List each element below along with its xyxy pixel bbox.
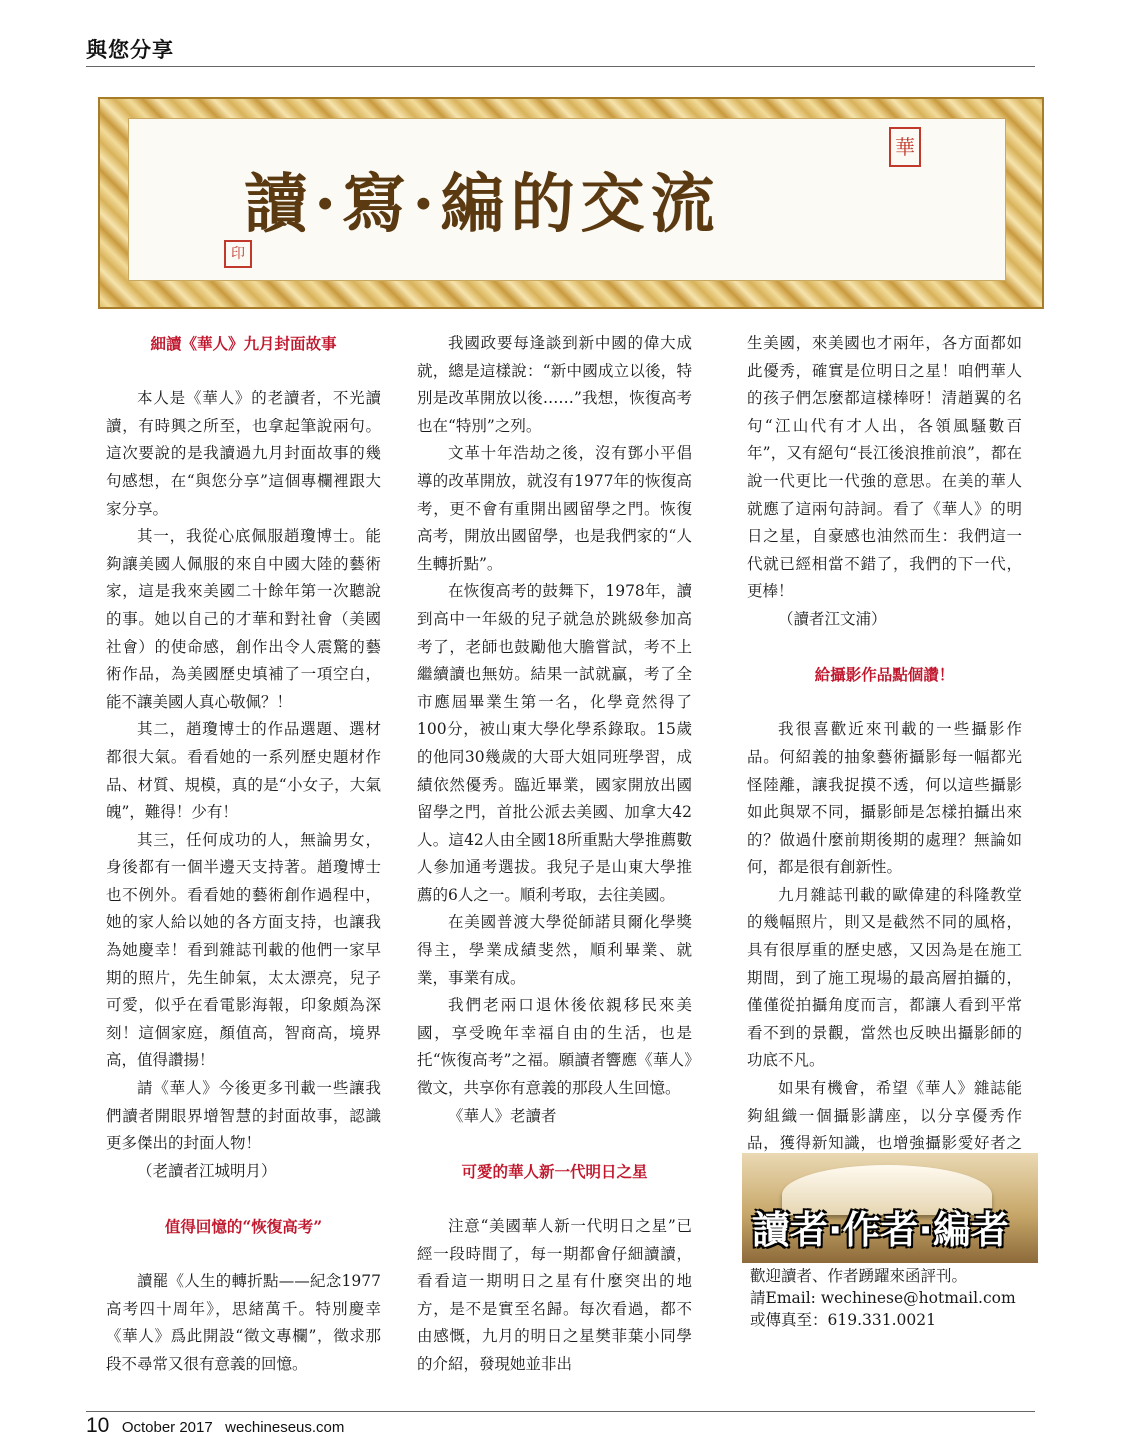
spacer bbox=[747, 634, 1022, 662]
ad-email-line: 請Email: wechinese@hotmail.com bbox=[750, 1289, 1016, 1307]
spacer bbox=[417, 1185, 692, 1213]
website-url: wechineseus.com bbox=[225, 1419, 345, 1436]
paragraph: 如果有機會，希望《華人》雜誌能夠組織一個攝影講座，以分享優秀作品，獲得新知識，也增強攝影愛好者之 bbox=[747, 1079, 1022, 1153]
paragraph: 注意“美國華人新一代明日之星”已經一段時間了，每一期都會仔細讀讀，看看這一期明日之星有什麼突出的地方，是不是實至名歸。每次看過，都不由感慨，九月的明日之星樊菲葉小同學的介紹，發現她並非出 bbox=[417, 1217, 692, 1373]
page-footer bbox=[86, 1414, 344, 1438]
ad-banner-image bbox=[742, 1153, 1038, 1263]
header-divider bbox=[86, 66, 1035, 67]
ad-line: 歡迎讀者、作者踴躍來函評刊。 bbox=[750, 1267, 968, 1285]
paragraph: 我們老兩口退休後依親移民來美國，享受晚年幸福自由的生活，也是托“恢復高考”之福。願讀者響應《華人》徵文，共享你有意義的那段人生回憶。 bbox=[417, 996, 692, 1098]
paragraph: 在美國普渡大學從師諾貝爾化學獎得主，學業成績斐然，順利畢業、就業，事業有成。 bbox=[417, 913, 692, 987]
spacer bbox=[747, 689, 1022, 717]
page-number: 10 bbox=[86, 1414, 110, 1437]
spacer bbox=[106, 358, 381, 386]
section-title: 可愛的華人新一代明日之星 bbox=[461, 1161, 648, 1181]
issue-date: October 2017 bbox=[121, 1419, 213, 1436]
spacer bbox=[417, 1130, 692, 1158]
paragraph: 我很喜歡近來刊載的一些攝影作品。何紹義的抽象藝術攝影每一幅都光怪陸離，讓我捉摸不透，何以這些攝影如此與眾不同，攝影師是怎樣拍攝出來的？做過什麼前期後期的處理？無論如何，都是很有創新性。 bbox=[747, 720, 1022, 877]
signature: （老讀者江城明月） bbox=[137, 1161, 277, 1180]
article-column-3 bbox=[747, 330, 1022, 1185]
footer-divider bbox=[86, 1411, 1035, 1412]
paragraph: 請《華人》今後更多刊載一些讓我們讀者開眼界增智慧的封面故事，認識更多傑出的封面人物！ bbox=[106, 1079, 381, 1153]
spacer bbox=[106, 1185, 381, 1213]
paragraph: 其二，趙瓊博士的作品選題、選材都很大氣。看看她的一系列歷史題材作品、材質、規模，真的是“小女子，大氣魄”，難得！少有！ bbox=[106, 720, 381, 822]
paragraph: 本人是《華人》的老讀者，不光讀讀，有時興之所至，也拿起筆說兩句。這次要說的是我讀過九月封面故事的幾句感想，在“與您分享”這個專欄裡跟大家分享。 bbox=[106, 389, 381, 518]
paragraph: 文革十年浩劫之後，沒有鄧小平倡導的改革開放，就沒有1977年的恢復高考，更不會有重開出國留學之門。恢復高考，開放出國留學，也是我們家的“人生轉折點”。 bbox=[417, 444, 692, 573]
section-header-title: 與您分享 bbox=[86, 38, 174, 62]
paragraph: 我國政要每逢談到新中國的偉大成就，總是這樣說：“新中國成立以後，特別是改革開放以後……”我想，恢復高考也在“特別”之列。 bbox=[417, 334, 692, 435]
red-seal-bottom: 印 bbox=[224, 240, 252, 268]
article-column-1 bbox=[106, 330, 381, 1379]
ad-fax-line: 或傳真至：619.331.0021 bbox=[750, 1311, 936, 1329]
paragraph-continuation: 生美國，來美國也才兩年，各方面都如此優秀，確實是位明日之星！咱們華人的孩子們怎麼都這樣棒呀！清趙翼的名句“江山代有才人出，各領風騷數百年”，又有絕句“長江後浪推前浪”，都在說一代更比一代強的意思。在美的華人就應了這兩句詩詞。看了《華人》的明日之星，自豪感也油然而生：我們這一代就已經相當不錯了，我們的下一代，更棒！ bbox=[747, 334, 1022, 601]
section-title: 給攝影作品點個讚！ bbox=[814, 665, 955, 685]
signature: 《華人》老讀者 bbox=[448, 1106, 557, 1125]
red-seal-top: 華 bbox=[889, 127, 921, 167]
paragraph: 其三，任何成功的人，無論男女，身後都有一個半邊天支持著。趙瓊博士也不例外。看看她的藝術創作過程中，她的家人給以她的各方面支持，也讓我為她慶幸！看到雜誌刊載的他們一家早期的照片，先生帥氣，太太漂亮，兒子可愛，似乎在看電影海報，印象頗為深刻！這個家庭，顏值高，智商高，境界高，值得讚揚！ bbox=[106, 830, 381, 1070]
article-column-2 bbox=[417, 330, 692, 1379]
section-title: 細讀《華人》九月封面故事 bbox=[150, 334, 337, 353]
paragraph: 讀罷《人生的轉折點——紀念1977高考四十周年》，思緒萬千。特別慶幸《華人》爲此開設“徵文專欄”，徵求那段不尋常又很有意義的回憶。 bbox=[106, 1272, 381, 1373]
ad-text bbox=[750, 1265, 1040, 1331]
spacer bbox=[106, 1241, 381, 1269]
signature: （讀者江文浦） bbox=[778, 609, 887, 628]
paragraph: 在恢復高考的鼓舞下，1978年，讀到高中一年級的兒子就急於跳級參加高考了，老師也鼓勵他大膽嘗試，考不上繼續讀也無妨。結果一試就贏，考了全市應屆畢業生第一名，化學竟然得了100分，被山東大學化學系錄取。15歲的他同30幾歲的大哥大姐同班學習，成績依然優秀。臨近畢業，國家開放出國留學之門，首批公派去美國、加拿大42人。這42人由全國18所重點大學推薦數人參加通考選拔。我兒子是山東大學推薦的6人之一。順利考取，去往美國。 bbox=[417, 582, 692, 904]
ad-title: 讀者·作者·編者 bbox=[752, 1208, 1009, 1252]
paragraph: 其一，我從心底佩服趙瓊博士。能夠讓美國人佩服的來自中國大陸的藝術家，這是我來美國二十餘年第一次聽說的事。她以自己的才華和對社會（美國社會）的使命感，創作出令人震驚的藝術作品，為美國歷史填補了一項空白，能不讓美國人真心敬佩？！ bbox=[106, 527, 381, 711]
paragraph: 九月雜誌刊載的歐偉建的科隆教堂的幾幅照片，則又是截然不同的風格，具有很厚重的歷史感，又因為是在施工期間，到了施工現場的最高層拍攝的，僅僅從拍攝角度而言，都讓人看到平常看不到的景觀，當然也反映出攝影師的功底不凡。 bbox=[747, 885, 1022, 1070]
banner-calligraphy: 讀·寫·編的交流 bbox=[244, 167, 721, 242]
section-title: 值得回憶的“恢復高考” bbox=[164, 1217, 323, 1236]
